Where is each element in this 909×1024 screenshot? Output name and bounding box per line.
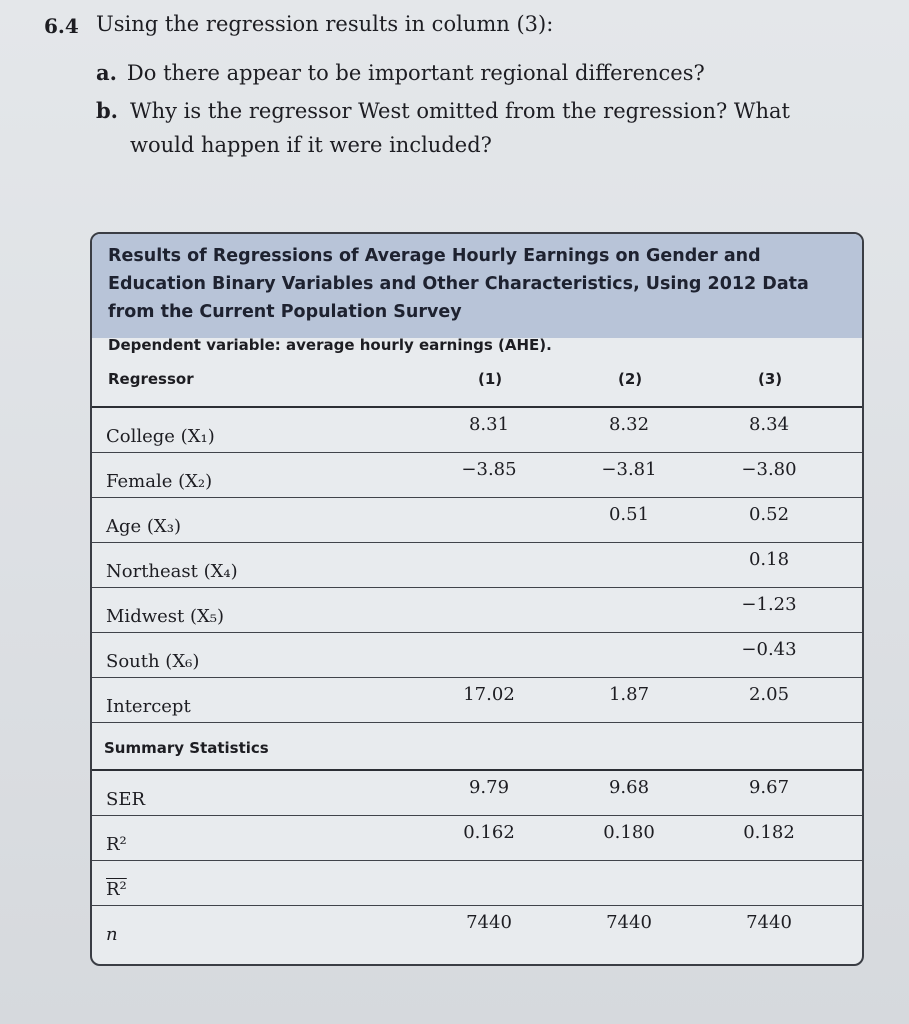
cell-col-3: 0.18 xyxy=(748,549,790,570)
table-body xyxy=(92,406,862,950)
part-label: a. xyxy=(96,60,117,85)
row-label: n xyxy=(106,924,118,945)
question-part-a xyxy=(96,60,705,85)
cell-col-1: 9.79 xyxy=(468,777,510,798)
cell-col-3: 8.34 xyxy=(748,414,790,435)
table-row xyxy=(92,815,862,860)
cell-col-3: −3.80 xyxy=(741,459,797,480)
row-label: Female (X₂) xyxy=(106,471,213,492)
table-row xyxy=(92,587,862,632)
table-row xyxy=(92,497,862,542)
header-col-1: (1) xyxy=(478,370,503,388)
regression-table xyxy=(90,232,864,966)
table-title: Results of Regressions of Average Hourly Earnings on Gender and Education Binary Variables and Other Characteristics, Using 2012 Data from the Current Population Survey xyxy=(92,234,862,338)
cell-col-3: 0.182 xyxy=(743,822,795,843)
cell-col-1: 17.02 xyxy=(463,684,515,705)
cell-col-1: −3.85 xyxy=(461,459,517,480)
row-label: Age (X₃) xyxy=(106,516,181,537)
part-text: Why is the regressor West omitted from the regression? What would happen if it were included? xyxy=(130,99,790,157)
row-label: Midwest (X₅) xyxy=(106,606,225,627)
row-label: R² xyxy=(106,834,127,855)
question-text: Using the regression results in column (3): xyxy=(96,12,554,36)
table-row xyxy=(92,632,862,677)
cell-col-3: −0.43 xyxy=(741,639,797,660)
part-label: b. xyxy=(96,98,118,123)
cell-col-3: 9.67 xyxy=(748,777,790,798)
cell-col-2: 0.51 xyxy=(608,504,650,525)
dependent-variable-note: Dependent variable: average hourly earnings (AHE). xyxy=(108,336,552,354)
table-row xyxy=(92,860,862,905)
table-row xyxy=(92,452,862,497)
cell-col-2: 7440 xyxy=(606,912,652,933)
cell-col-2: 9.68 xyxy=(608,777,650,798)
cell-col-1: 7440 xyxy=(466,912,512,933)
question-part-b xyxy=(96,94,826,162)
part-text: Do there appear to be important regional differences? xyxy=(126,61,705,85)
table-row xyxy=(92,769,862,815)
table-row xyxy=(92,542,862,587)
table-row xyxy=(92,905,862,950)
summary-statistics-heading xyxy=(92,722,862,769)
question-number: 6.4 xyxy=(44,14,79,38)
row-label: South (X₆) xyxy=(106,651,200,672)
cell-col-2: −3.81 xyxy=(601,459,657,480)
header-col-2: (2) xyxy=(618,370,643,388)
header-col-3: (3) xyxy=(758,370,783,388)
cell-col-3: 7440 xyxy=(746,912,792,933)
cell-col-2: 0.180 xyxy=(603,822,655,843)
row-label: Intercept xyxy=(106,696,191,717)
row-label: Northeast (X₄) xyxy=(106,561,238,582)
row-label: R² xyxy=(106,879,127,900)
cell-col-3: 2.05 xyxy=(748,684,790,705)
cell-col-3: −1.23 xyxy=(741,594,797,615)
cell-col-3: 0.52 xyxy=(748,504,790,525)
cell-col-2: 8.32 xyxy=(608,414,650,435)
table-row xyxy=(92,677,862,722)
summary-title: Summary Statistics xyxy=(104,739,269,757)
row-label: SER xyxy=(106,789,146,810)
header-regressor: Regressor xyxy=(108,370,194,388)
table-row xyxy=(92,406,862,452)
cell-col-1: 0.162 xyxy=(463,822,515,843)
row-label: College (X₁) xyxy=(106,426,215,447)
cell-col-1: 8.31 xyxy=(468,414,510,435)
cell-col-2: 1.87 xyxy=(608,684,650,705)
